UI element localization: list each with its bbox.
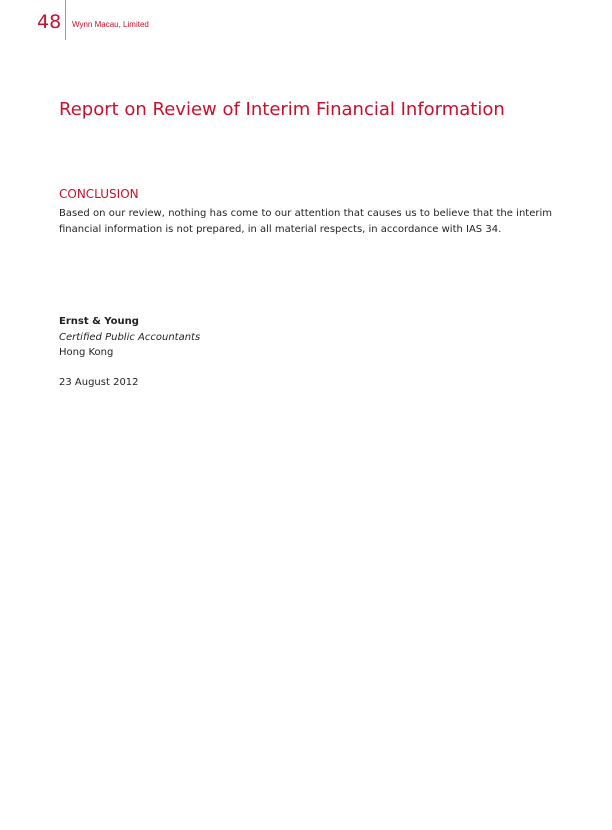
- signature-block: [59, 314, 200, 361]
- firm-name: Ernst & Young: [59, 316, 139, 327]
- firm-location: Hong Kong: [59, 347, 114, 358]
- page-number: 48: [37, 11, 62, 33]
- firm-designation: Certified Public Accountants: [59, 331, 201, 343]
- report-date: 23 August 2012: [59, 377, 139, 388]
- header-divider: [65, 0, 66, 40]
- conclusion-paragraph: Based on our review, nothing has come to our attention that causes us to believe that the interim financial information is not prepared, in all material respects, in accordance with IAS 34.: [59, 208, 552, 235]
- conclusion-heading: CONCLUSION: [59, 187, 139, 201]
- company-name: Wynn Macau, Limited: [72, 20, 149, 29]
- report-title: Report on Review of Interim Financial Information: [59, 99, 505, 120]
